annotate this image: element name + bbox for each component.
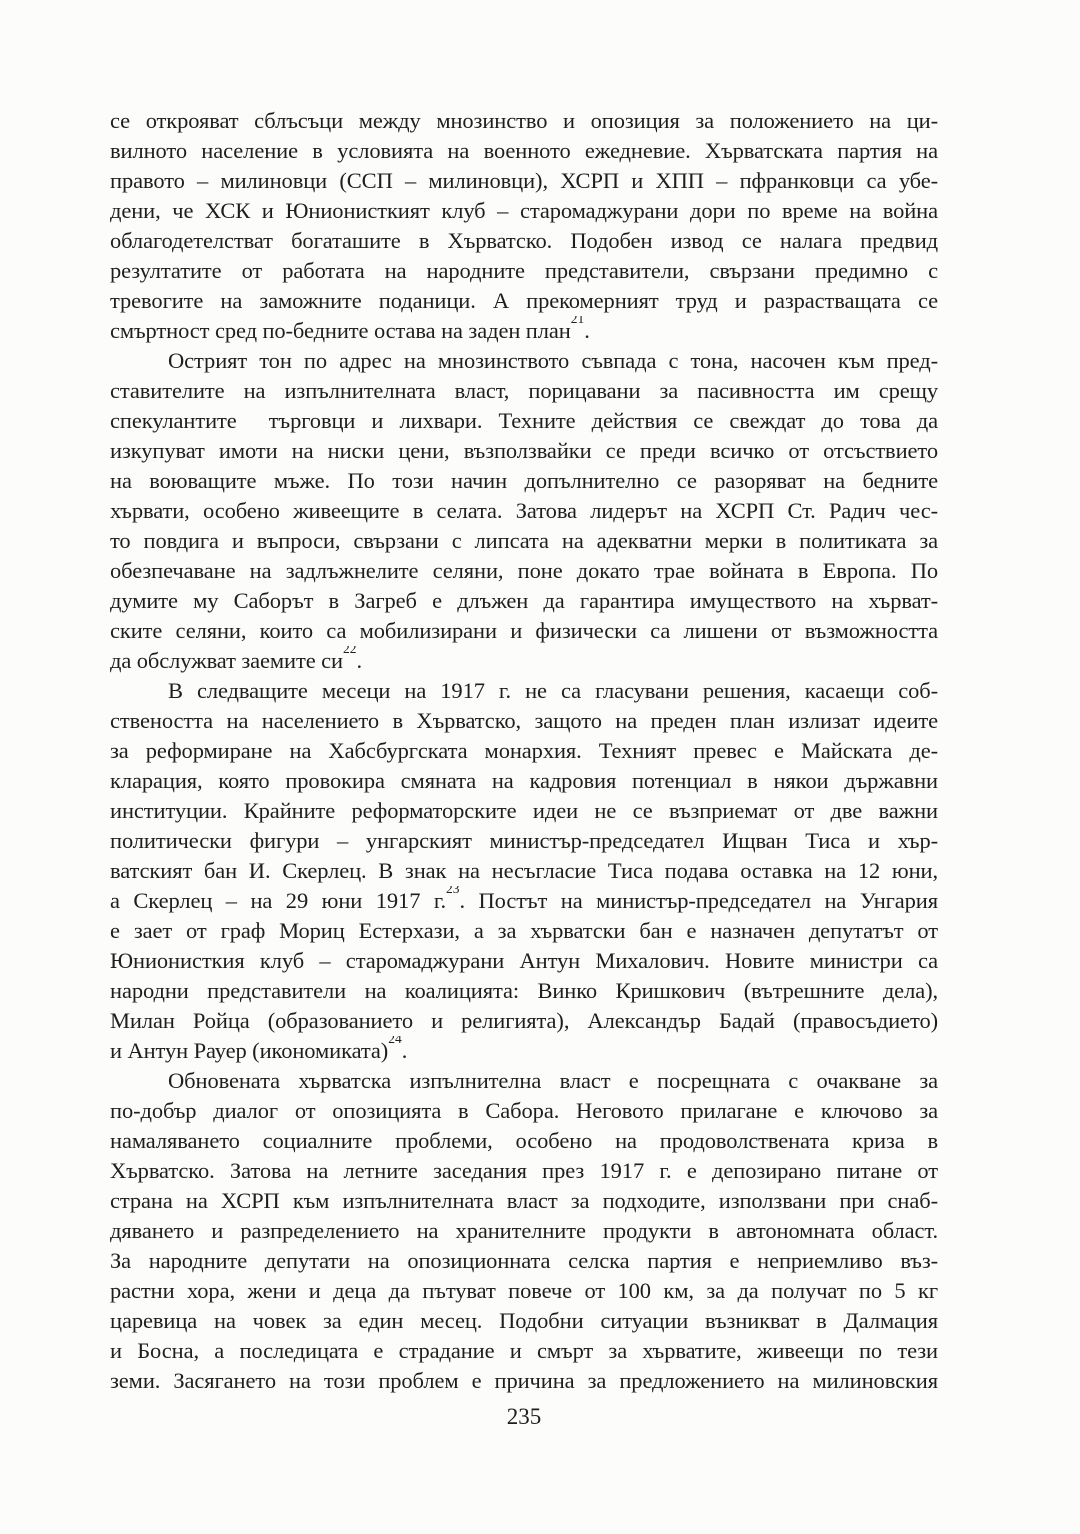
text-line: Хърватско. Затова на летните заседания през 1917 г. е депозирано питане от xyxy=(110,1158,938,1183)
text-line: народни представители на коалицията: Винко Кришкович (вътрешните дела), xyxy=(110,978,938,1003)
footnote-ref: 22 xyxy=(342,646,357,657)
page-number: 235 xyxy=(506,1404,542,1429)
text-block xyxy=(110,106,938,1396)
footnote-ref: 24 xyxy=(388,1036,402,1047)
text-line: обезпечаване на задлъжнелите селяни, поне докато трае войната в Европа. По xyxy=(110,558,938,583)
text-line: вилното население в условията на военното ежедневие. Хърватската партия на xyxy=(110,138,938,163)
text-line: правото – милиновци (ССП – милиновци), ХСРП и ХПП – пфранковци са убе- xyxy=(110,168,938,193)
paragraph xyxy=(110,1066,938,1396)
footnote-ref: 23 xyxy=(445,886,460,897)
text-line: резултатите от работата на народните представители, свързани предимно с xyxy=(110,258,938,283)
text-line: да обслужват заемите си$^{22}$. xyxy=(110,646,938,676)
text-line: смъртност сред по-бедните остава на заден план$^{21}$. xyxy=(110,316,938,346)
text-line: ствеността на населението в Хърватско, защото на преден план излизат идеите xyxy=(110,708,938,733)
text-line: ватският бан И. Скерлец. В знак на несъгласие Тиса подава оставка на 12 юни, xyxy=(110,858,938,883)
text-line: кларация, която провокира смяната на кадровия потенциал в някои държавни xyxy=(110,768,938,793)
text-line: и Антун Рауер (икономиката)$^{24}$. xyxy=(110,1036,938,1066)
text-line: спекулантите търговци и лихвари. Техните действия се свеждат до това да xyxy=(110,408,938,433)
text-line: облагодетелстват богаташите в Хърватско. Подобен извод се налага предвид xyxy=(110,228,938,253)
text-line: ставителите на изпълнителната власт, порицавани за пасивността им срещу xyxy=(110,378,938,403)
text-line: царевица на човек за един месец. Подобни ситуации възникват в Далмация xyxy=(110,1308,938,1333)
text-line: дяването и разпределението на хранителните продукти в автономната област. xyxy=(110,1218,938,1243)
text-line: За народните депутати на опозиционната селска партия е неприемливо въз- xyxy=(110,1248,938,1273)
text-line: В следващите месеци на 1917 г. не са гласувани решения, касаещи соб- xyxy=(168,678,938,703)
text-line: за реформиране на Хабсбургската монархия. Техният превес е Майската де- xyxy=(110,738,938,763)
text-line: хървати, особено живеещите в селата. Затова лидерът на ХСРП Ст. Радич чес- xyxy=(110,498,938,523)
text-line: се открояват сблъсъци между мнозинство и опозиция за положението на ци- xyxy=(110,108,938,133)
text-line: е зает от граф Мориц Естерхази, а за хърватски бан е назначен депутатът от xyxy=(110,918,938,943)
text-line: растни хора, жени и деца да пътуват повече от 100 км, за да получат по 5 кг xyxy=(110,1278,938,1303)
text-line: думите му Саборът в Загреб е длъжен да гарантира имуществото на хърват- xyxy=(110,588,938,613)
text-line: по-добър диалог от опозицията в Сабора. Неговото прилагане е ключово за xyxy=(110,1098,938,1123)
text-line: ските селяни, които са мобилизирани и физически са лишени от възможността xyxy=(110,618,938,643)
text-line: намаляването социалните проблеми, особено на продоволствената криза в xyxy=(110,1128,938,1153)
text-line: политически фигури – унгарският министър-председател Ищван Тиса и хър- xyxy=(110,828,938,853)
text-line: земи. Засягането на този проблем е причина за предложението на милиновския xyxy=(110,1368,938,1393)
paragraph xyxy=(110,676,938,1066)
text-line: и Босна, а последицата е страдание и смърт за хърватите, живеещи по тези xyxy=(110,1338,938,1363)
text-line: дени, че ХСК и Юнионисткият клуб – старомаджурани дори по време на война xyxy=(110,198,938,223)
paragraph xyxy=(110,106,938,346)
paragraph xyxy=(110,346,938,676)
text-line: Юнионисткия клуб – старомаджурани Антун Михалович. Новите министри са xyxy=(110,948,938,973)
text-line: Милан Ройца (образованието и религията), Александър Бадай (правосъдието) xyxy=(110,1008,938,1033)
text-line: Обновената хърватска изпълнителна власт е посрещната с очакване за xyxy=(168,1068,938,1093)
text-line: то повдига и въпроси, свързани с липсата на адекватни мерки в политиката за xyxy=(110,528,938,553)
footnote-ref: 21 xyxy=(570,316,585,327)
text-line: изкупуват имоти на ниски цени, възползвайки се преди всичко от отсъствието xyxy=(110,438,938,463)
text-line: Острият тон по адрес на мнозинството съвпада с тона, насочен към пред- xyxy=(168,348,938,373)
text-line: институции. Крайните реформаторските идеи не се възприемат от две важни xyxy=(110,798,938,823)
text-line: страна на ХСРП към изпълнителната власт за подходите, използвани при снаб- xyxy=(110,1188,938,1213)
text-line: тревогите на заможните поданици. А прекомерният труд и разрастващата се xyxy=(110,288,938,313)
text-line: а Скерлец – на 29 юни 1917 г.$^{23}$. Постът на министър-председател на Унгария xyxy=(110,886,938,916)
text-line: на воюващите мъже. По този начин допълнително се разоряват на бедните xyxy=(110,468,938,493)
